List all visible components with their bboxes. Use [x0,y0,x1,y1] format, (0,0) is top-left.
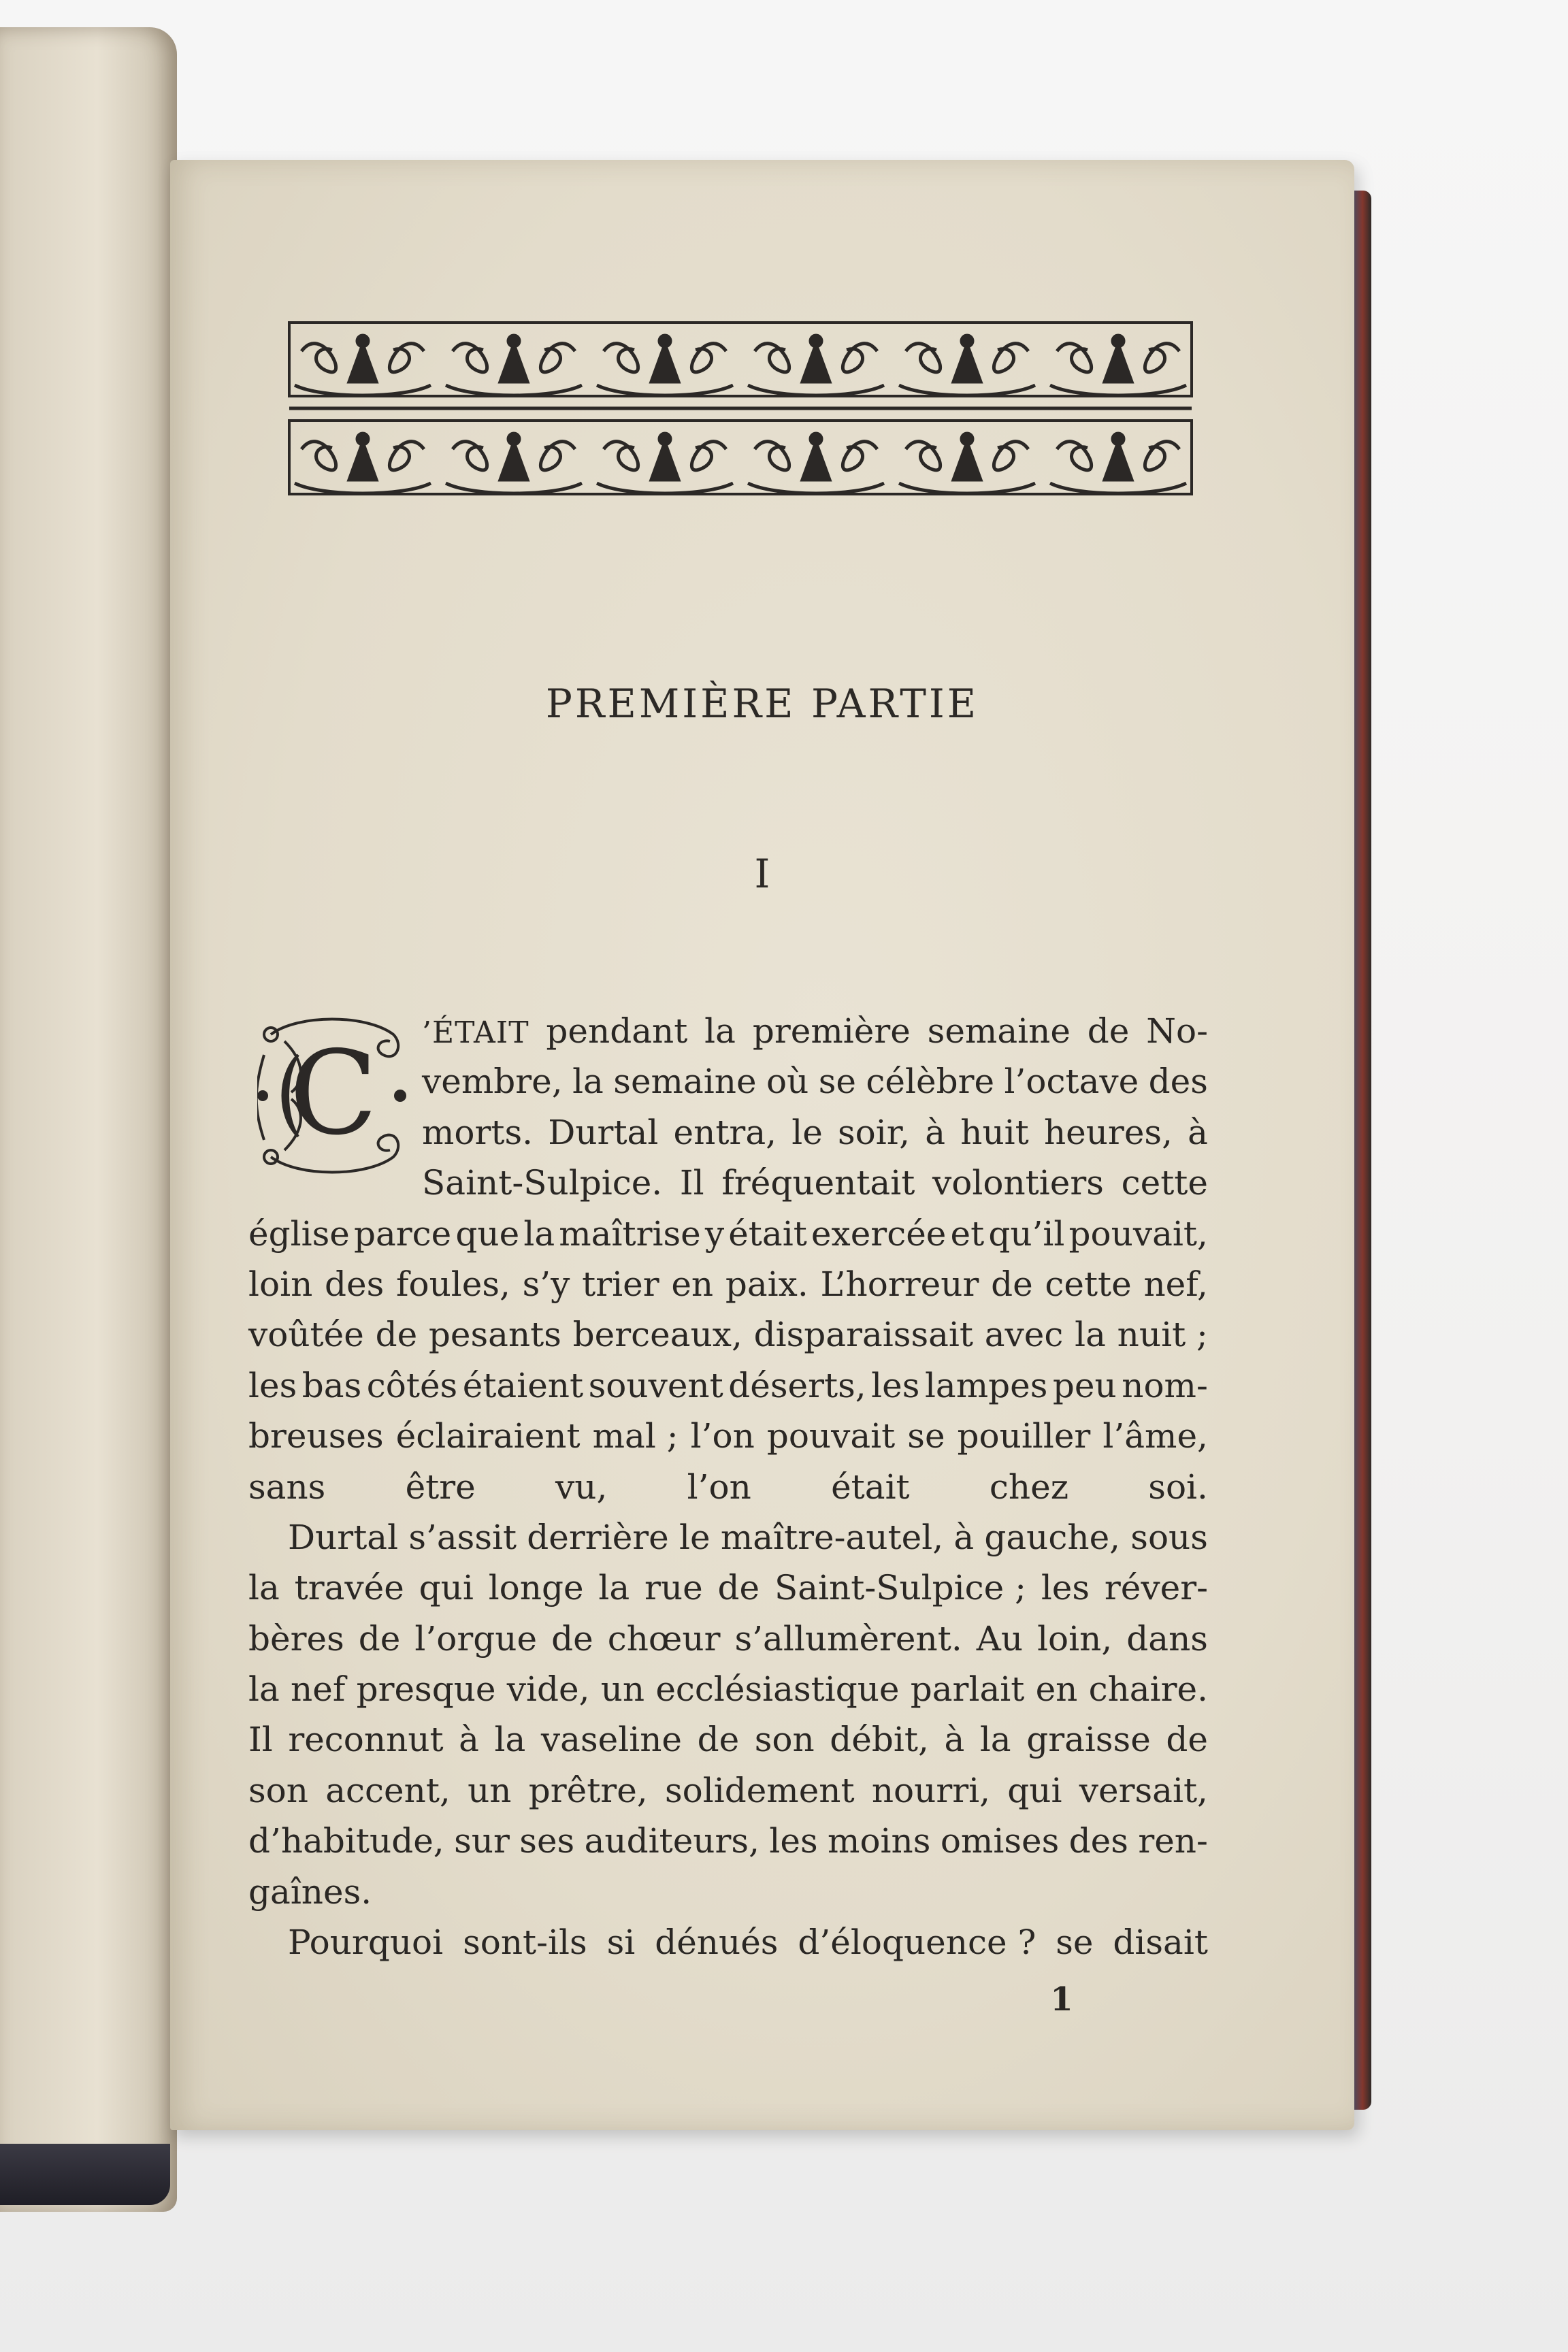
word: la [248,1669,280,1710]
word: pouvait [766,1416,896,1456]
word: se [818,1062,856,1102]
word: nom- [1122,1365,1208,1405]
word: l’on [690,1416,755,1456]
word: dans [1126,1618,1208,1659]
word: Il [248,1720,273,1760]
text-line [248,1006,1208,1056]
word: un [600,1669,645,1710]
word: les [769,1821,818,1861]
word: les [1041,1568,1090,1608]
word: soir, [838,1112,911,1152]
word: de [551,1618,593,1659]
word: Saint-Sulpice. [422,1163,663,1203]
word: de [991,1264,1033,1304]
word: le [791,1112,823,1152]
text-line [248,1917,1208,1967]
word: versait, [1079,1770,1208,1810]
word: qui [419,1568,474,1608]
word: huit [960,1112,1029,1152]
word: dénués [655,1923,779,1963]
word: qu’il [988,1213,1065,1254]
word: l’âme, [1102,1416,1208,1456]
word: foules, [395,1264,510,1304]
word: parce [353,1213,452,1254]
word: vembre, [422,1062,563,1102]
word: en [671,1264,714,1304]
book-spine-bottom [0,2144,170,2205]
word: d’éloquence ? [798,1923,1036,1963]
chapter-number: I [754,851,770,897]
word: gauche, [984,1517,1121,1557]
text-line [248,1462,1208,1512]
word: pouvait, [1068,1213,1208,1254]
text-line [248,1563,1208,1613]
ornament-motif [295,336,431,395]
ornament-motif [597,434,733,493]
word: déserts, [728,1365,866,1405]
word: église [248,1213,350,1254]
text-line [248,1816,1208,1866]
word: entra, [673,1112,777,1152]
word: s’y [522,1264,570,1304]
word: se [907,1416,945,1456]
text-line [248,1309,1208,1360]
word: ecclésiastique [655,1669,900,1710]
word: nef, [1143,1264,1208,1304]
word: nef [291,1669,346,1710]
word: la [572,1062,604,1102]
word: reconnut [288,1720,444,1760]
word: nuit ; [1117,1315,1208,1355]
word: à [1188,1112,1208,1152]
word: ren- [1138,1821,1208,1861]
word: le [679,1517,710,1557]
word: la [979,1720,1011,1760]
word: vide, [506,1669,590,1710]
word: soi. [1148,1467,1208,1507]
word: la [248,1568,280,1608]
text-line [248,1158,1208,1208]
ornament-motif [748,336,884,395]
page-number: 1 [1050,1980,1073,2019]
word: sont-ils [463,1923,587,1963]
decorated-initial-letter: C [289,1026,378,1161]
left-page [0,27,177,2212]
word: les [248,1365,297,1405]
word: Pourquoi [288,1923,444,1963]
text-line [248,1209,1208,1259]
word: heures, [1043,1112,1173,1152]
word: prêtre, [528,1770,648,1810]
text-line [248,1107,1208,1158]
word: de [697,1720,740,1760]
word: Durtal [548,1112,659,1152]
ornament-motif [446,434,582,493]
word: si [606,1923,636,1963]
word: bères [248,1618,344,1659]
word: célèbre [866,1062,995,1102]
text-line [248,1360,1208,1411]
word: presque [356,1669,496,1710]
word: semaine [613,1062,757,1102]
text-line [248,1664,1208,1714]
ornament-motif [899,434,1035,493]
word: était [831,1467,910,1507]
word: fréquentait [721,1163,915,1203]
word: rue [644,1568,703,1608]
word: Saint-Sulpice ; [774,1568,1026,1608]
word: la [523,1213,555,1254]
word: de [375,1315,418,1355]
word: ses [519,1821,575,1861]
word: moins [828,1821,931,1861]
word: ’ÉTAIT [422,1015,529,1050]
word: voûtée [248,1315,364,1355]
word: vaseline [540,1720,683,1760]
word: l’on [687,1467,751,1507]
word: à [925,1112,946,1152]
text-line [248,1714,1208,1765]
word: loin [248,1264,313,1304]
word: et [950,1213,985,1254]
word: graisse [1026,1720,1151,1760]
word: souvent [588,1365,723,1405]
word: la [704,1011,736,1051]
text-line [248,1411,1208,1461]
ornament-motif [295,434,431,493]
word: cette [1121,1163,1208,1203]
word: Durtal [288,1517,399,1557]
word: à [459,1720,479,1760]
word: côtés [366,1365,458,1405]
word: nourri, [871,1770,991,1810]
word: omises [940,1821,1060,1861]
word: d’habitude, [248,1821,444,1861]
word: sous [1130,1517,1208,1557]
word: son [754,1720,815,1760]
word: où [766,1062,809,1102]
word: la [1075,1315,1106,1355]
word: solidement [664,1770,855,1810]
word: débit, [830,1720,929,1760]
word: trier [582,1264,659,1304]
word: chez [989,1467,1069,1507]
word: disparaissait [753,1315,973,1355]
body-text [248,1006,1208,1967]
word: breuses [248,1416,384,1456]
word: cette [1045,1264,1132,1304]
word: L’horreur [820,1264,979,1304]
word: première [752,1011,911,1051]
word: la [598,1568,630,1608]
word: disait [1113,1923,1208,1963]
text-line [248,1259,1208,1309]
word: Au [976,1618,1024,1659]
ornamental-header-band [288,320,1193,497]
word: peu [1052,1365,1117,1405]
word: paix. [725,1264,808,1304]
word: mal ; [592,1416,679,1456]
word: à [953,1517,975,1557]
word: avec [984,1315,1064,1355]
ornament-motif [1050,434,1186,493]
word: être [405,1467,476,1507]
ornament-motif [597,336,733,395]
word: maître-autel, [720,1517,944,1557]
word: des [1148,1062,1208,1102]
word: étaient [462,1365,584,1405]
word: s’assit [408,1517,517,1557]
word: pendant [546,1011,688,1051]
word: auditeurs, [584,1821,760,1861]
word: longe [488,1568,584,1608]
word: sur [454,1821,510,1861]
word: l’orgue [414,1618,538,1659]
word: réver- [1104,1568,1208,1608]
word: un [468,1770,512,1810]
word: Il [679,1163,704,1203]
word: sans [248,1467,326,1507]
word: gaînes. [248,1872,372,1912]
word: No- [1146,1011,1208,1051]
word: vu, [555,1467,608,1507]
word: chaire. [1088,1669,1208,1710]
ornament-motif [899,336,1035,395]
word: de [1166,1720,1208,1760]
word: de [358,1618,401,1659]
word: s’allumèrent. [734,1618,962,1659]
text-line [248,1056,1208,1107]
word: y [704,1213,725,1254]
word: les [871,1365,920,1405]
word: berceaux, [572,1315,742,1355]
word: des [1068,1821,1128,1861]
word: de [717,1568,760,1608]
word: à [944,1720,965,1760]
word: travée [294,1568,404,1608]
word: que [455,1213,520,1254]
word: chœur [607,1618,721,1659]
word: volontiers [932,1163,1104,1203]
word: parlait [910,1669,1025,1710]
word: était [728,1213,807,1254]
word: lampes [924,1365,1048,1405]
ornament-motif [446,336,582,395]
word: des [325,1264,385,1304]
word: morts. [422,1112,534,1152]
ornament-motif [1050,336,1186,395]
word: se [1056,1923,1094,1963]
word: semaine [927,1011,1071,1051]
word: l’octave [1004,1062,1139,1102]
word: maîtrise [559,1213,701,1254]
word: la [494,1720,526,1760]
text-line [248,1867,1208,1917]
word: qui [1007,1770,1062,1810]
word: éclairaient [395,1416,581,1456]
part-title: PREMIÈRE PARTIE [545,681,979,727]
word: bas [301,1365,362,1405]
text-line [248,1765,1208,1816]
word: pesants [428,1315,561,1355]
word: en [1035,1669,1078,1710]
text-line [248,1614,1208,1664]
word: loin, [1037,1618,1113,1659]
word: son [248,1770,308,1810]
word: de [1087,1011,1130,1051]
word: exercée [811,1213,947,1254]
ornament-motif [748,434,884,493]
word: accent, [325,1770,451,1810]
word: derrière [527,1517,669,1557]
text-line [248,1512,1208,1563]
word: pouiller [957,1416,1091,1456]
